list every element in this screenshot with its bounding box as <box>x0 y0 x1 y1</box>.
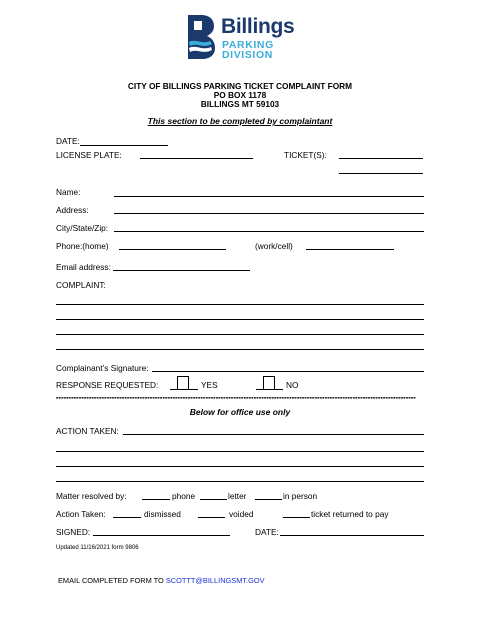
email-address-link[interactable]: SCOTTT@BILLINGSMT.GOV <box>165 576 265 585</box>
action-taken-label: ACTION TAKEN: <box>56 426 119 436</box>
phone-home-label: Phone:(home) <box>56 241 109 251</box>
office-section-heading: Below for office use only <box>189 407 291 417</box>
updated-note: Updated 11/16/2021 form 9806 <box>56 545 139 551</box>
ticket-field-1[interactable] <box>339 158 423 159</box>
letter-resolution-field[interactable] <box>200 499 227 500</box>
logo-division-text: DIVISION <box>222 49 273 61</box>
email-instruction <box>58 576 265 585</box>
signed-label: SIGNED: <box>56 527 91 537</box>
email-field[interactable] <box>113 270 250 271</box>
response-requested-label: RESPONSE REQUESTED: <box>56 380 159 390</box>
date-field[interactable] <box>80 145 168 146</box>
email-instruction-prefix: EMAIL COMPLETED FORM TO <box>58 576 164 585</box>
ticket-returned-field[interactable] <box>283 517 310 518</box>
no-checkbox[interactable] <box>263 376 275 390</box>
form-title: CITY OF BILLINGS PARKING TICKET COMPLAINT FORM <box>127 81 353 91</box>
in-person-resolution-field[interactable] <box>255 499 282 500</box>
email-label: Email address: <box>56 262 111 272</box>
tickets-label: TICKET(S): <box>284 150 327 160</box>
matter-resolved-label: Matter resolved by: <box>56 491 127 501</box>
city-state-zip-field[interactable] <box>114 231 424 232</box>
address-field[interactable] <box>114 213 424 214</box>
date-label: DATE: <box>56 136 80 146</box>
po-box: PO BOX 1178 <box>213 90 267 100</box>
section-separator: ********************************************************************************************************************************************** <box>56 397 416 403</box>
address-label: Address: <box>56 205 89 215</box>
ticket-field-2[interactable] <box>339 173 423 174</box>
complainant-section-heading: This section to be completed by complaintant <box>147 116 333 126</box>
license-plate-field[interactable] <box>140 158 253 159</box>
complaint-line-2[interactable] <box>56 319 424 320</box>
logo-wordmark: Billings <box>221 15 295 38</box>
phone-work-label: (work/cell) <box>255 241 293 251</box>
office-date-field[interactable] <box>280 535 424 536</box>
in-person-option-label: in person <box>283 491 318 501</box>
voided-label: voided <box>229 509 254 519</box>
complaint-line-1[interactable] <box>56 304 424 305</box>
ticket-returned-label: ticket returned to pay <box>311 509 389 519</box>
phone-option-label: phone <box>172 491 196 501</box>
action-taken-line-1[interactable] <box>123 434 424 435</box>
license-plate-label: LICENSE PLATE: <box>56 150 122 160</box>
yes-label: YES <box>201 380 218 390</box>
office-date-label: DATE: <box>255 527 279 537</box>
letter-option-label: letter <box>228 491 247 501</box>
no-label: NO <box>286 380 299 390</box>
billings-b-logo-icon <box>186 14 216 60</box>
complaint-line-4[interactable] <box>56 349 424 350</box>
city-address: BILLINGS MT 59103 <box>200 99 280 109</box>
name-field[interactable] <box>114 196 424 197</box>
complaint-label: COMPLAINT: <box>56 280 106 290</box>
dismissed-field[interactable] <box>113 517 141 518</box>
phone-work-field[interactable] <box>306 249 394 250</box>
action-taken-2-label: Action Taken: <box>56 509 106 519</box>
voided-field[interactable] <box>198 517 225 518</box>
signature-field[interactable] <box>152 371 424 372</box>
dismissed-label: dismissed <box>144 509 181 519</box>
yes-checkbox[interactable] <box>177 376 189 390</box>
phone-home-field[interactable] <box>119 249 226 250</box>
city-state-zip-label: City/State/Zip: <box>56 223 109 233</box>
logo-parking-text: PARKING <box>222 39 274 51</box>
action-taken-line-3[interactable] <box>56 466 424 467</box>
signed-field[interactable] <box>93 535 230 536</box>
signature-label: Complainant’s Signature: <box>56 363 149 373</box>
action-taken-line-2[interactable] <box>56 451 424 452</box>
action-taken-line-4[interactable] <box>56 481 424 482</box>
complaint-line-3[interactable] <box>56 334 424 335</box>
name-label: Name: <box>56 187 81 197</box>
phone-resolution-field[interactable] <box>142 499 170 500</box>
